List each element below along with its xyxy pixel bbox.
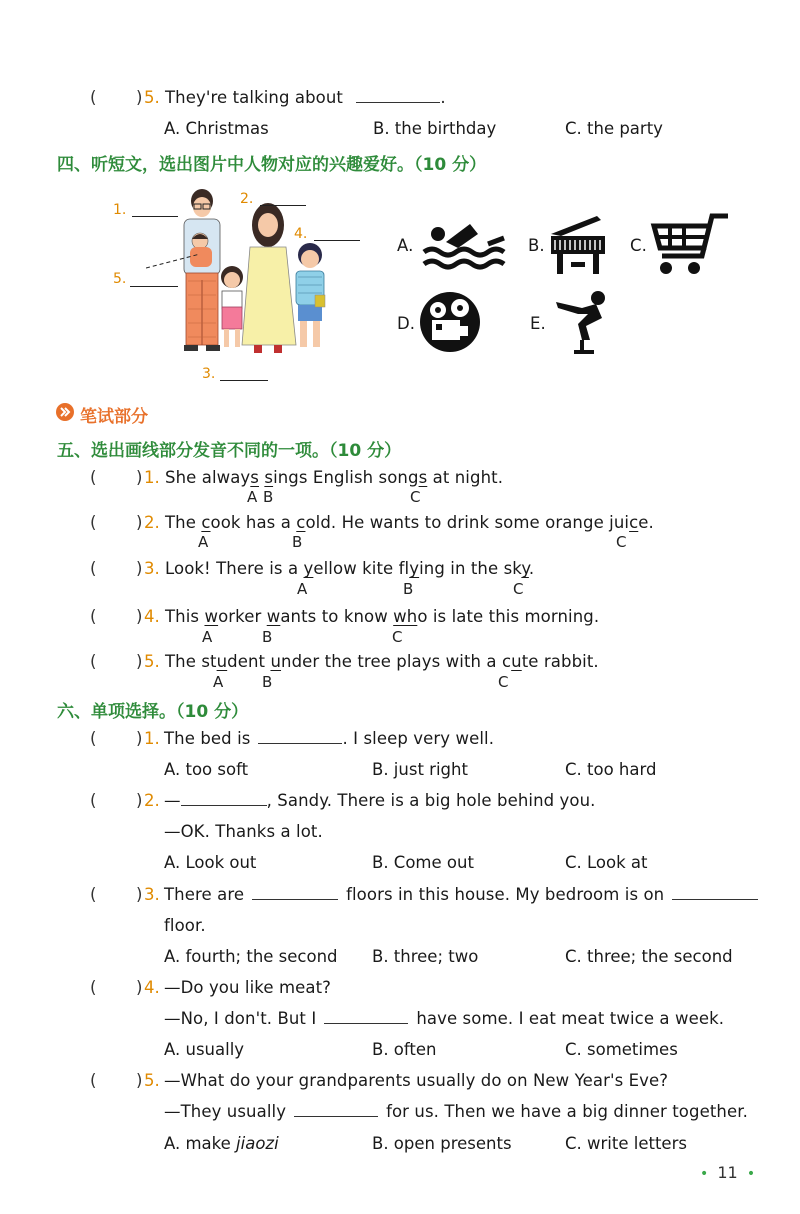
phonics-letter-c: C <box>498 673 509 691</box>
question-text-cont: floor. <box>164 916 206 935</box>
underlined-letters-b: w <box>266 607 281 626</box>
answer-blank-3[interactable] <box>220 380 268 381</box>
option-a: A. make jiaozi <box>164 1134 279 1153</box>
answer-blank[interactable] <box>294 1115 378 1117</box>
answer-paren-open: ( <box>90 729 97 748</box>
option-a: A. fourth; the second <box>164 947 338 966</box>
phonics-letter-b: B <box>403 580 414 598</box>
option-c: C. sometimes <box>565 1040 678 1059</box>
question-number: 1. <box>144 729 160 748</box>
section-5-title: 五、选出画线部分发音不同的一项。（10 分） <box>57 441 402 461</box>
answer-paren-open: ( <box>90 559 97 578</box>
film-projector-icon <box>418 290 484 354</box>
option-c: C. three; the second <box>565 947 733 966</box>
answer-paren-open: ( <box>90 652 97 671</box>
answer-paren-close: ) <box>136 791 143 810</box>
underlined-letters-c: c <box>629 513 639 532</box>
phonics-sentence: The cook has a cold. He wants to drink some orange juice. <box>165 513 654 532</box>
phonics-letter-a: A <box>213 673 224 691</box>
phonics-letter-a: A <box>198 533 209 551</box>
chevron-right-icon <box>56 403 74 421</box>
question-number: 4. <box>144 978 160 997</box>
underlined-letters-b: u <box>270 652 282 671</box>
icon-letter-c: C. <box>630 236 647 255</box>
written-part-label: 笔试部分 <box>80 407 148 427</box>
page-number: • 11 • <box>700 1163 756 1182</box>
phonics-letter-c: C <box>410 488 421 506</box>
answer-paren-open: ( <box>90 607 97 626</box>
answer-paren-open: ( <box>90 885 97 904</box>
underlined-letters-c: u <box>511 652 522 671</box>
swimming-icon <box>418 212 510 276</box>
underlined-letters-b: s <box>264 468 274 487</box>
question-number: 3. <box>144 885 160 904</box>
option-c: C. the party <box>565 119 663 138</box>
phonics-sentence: She always sings English songs at night. <box>165 468 504 487</box>
answer-blank[interactable] <box>672 898 758 900</box>
question-number: 5. <box>144 1071 160 1090</box>
option-a: A. Christmas <box>164 119 269 138</box>
question-text: —What do your grandparents usually do on New Year's Eve? <box>164 1071 669 1090</box>
person-label-2: 2. <box>240 191 254 207</box>
option-b: B. the birthday <box>373 119 497 138</box>
underlined-letters-a: w <box>204 607 219 626</box>
option-b: B. three; two <box>372 947 479 966</box>
phonics-letter-b: B <box>292 533 303 551</box>
phonics-letter-a: A <box>297 580 308 598</box>
phonics-sentence: The student under the tree plays with a cute rabbit. <box>165 652 599 671</box>
answer-paren-open: ( <box>90 1071 97 1090</box>
answer-blank[interactable] <box>324 1022 408 1024</box>
phonics-letter-c: C <box>616 533 627 551</box>
question-text: There are floors in this house. My bedroom is on <box>164 885 758 904</box>
question-number: 1. <box>144 468 160 487</box>
piano-icon <box>547 212 609 276</box>
question-end: . <box>440 88 446 107</box>
answer-blank-4[interactable] <box>314 240 360 241</box>
pointer-line-5 <box>146 252 206 272</box>
answer-blank[interactable] <box>252 898 338 900</box>
option-a: A. too soft <box>164 760 249 779</box>
underlined-letters-a: c <box>201 513 211 532</box>
question-number: 3. <box>144 559 160 578</box>
option-b: B. often <box>372 1040 437 1059</box>
family-illustration <box>110 185 370 385</box>
answer-paren-open: ( <box>90 513 97 532</box>
phonics-letter-a: A <box>202 628 213 646</box>
underlined-letters-c: wh <box>393 607 418 626</box>
underlined-letters-c: s <box>418 468 428 487</box>
answer-blank-5[interactable] <box>130 286 178 287</box>
answer-paren-close: ) <box>136 468 143 487</box>
underlined-letters-a: y <box>303 559 314 578</box>
answer-paren-close: ) <box>136 1071 143 1090</box>
underlined-letters-b: c <box>296 513 306 532</box>
question-stem: They're talking about <box>165 88 343 107</box>
answer-paren-open: ( <box>90 791 97 810</box>
person-label-4: 4. <box>294 226 308 242</box>
answer-paren-close: ) <box>136 729 143 748</box>
underlined-letters-b: y <box>409 559 420 578</box>
icon-letter-b: B. <box>528 236 545 255</box>
icon-letter-a: A. <box>397 236 414 255</box>
question-number: 5. <box>144 88 160 107</box>
person-label-5: 5. <box>113 271 127 287</box>
underlined-letters-a: u <box>216 652 228 671</box>
person-label-1: 1. <box>113 202 127 218</box>
phonics-letter-c: C <box>392 628 403 646</box>
answer-paren-close: ) <box>136 513 143 532</box>
section-4-title: 四、听短文，选出图片中人物对应的兴趣爱好。（10 分） <box>57 155 487 175</box>
answer-paren-close: ) <box>136 652 143 671</box>
answer-blank[interactable] <box>258 742 342 744</box>
question-text: —Do you like meat? <box>164 978 332 997</box>
shopping-cart-icon <box>650 212 730 276</box>
answer-paren-open: ( <box>90 468 97 487</box>
option-a: A. usually <box>164 1040 245 1059</box>
person-label-3: 3. <box>202 366 216 382</box>
answer-blank-1[interactable] <box>132 216 178 217</box>
ice-skating-icon <box>552 290 614 356</box>
underlined-letters-a: s <box>250 468 259 487</box>
option-c: C. write letters <box>565 1134 687 1153</box>
question-number: 4. <box>144 607 160 626</box>
option-a: A. Look out <box>164 853 257 872</box>
question-text: — , Sandy. There is a big hole behind you. <box>164 791 596 810</box>
phonics-sentence: Look! There is a yellow kite flying in the sky. <box>165 559 535 578</box>
question-text: The bed is . I sleep very well. <box>164 729 495 748</box>
dialogue-reply: —No, I don't. But I have some. I eat meat twice a week. <box>164 1009 725 1028</box>
icon-letter-d: D. <box>397 314 416 333</box>
answer-paren-open: ( <box>90 978 97 997</box>
option-b: B. open presents <box>372 1134 512 1153</box>
answer-paren-close: ) <box>136 559 143 578</box>
option-c: C. too hard <box>565 760 657 779</box>
dialogue-reply: —OK. Thanks a lot. <box>164 822 323 841</box>
option-b: B. just right <box>372 760 468 779</box>
answer-paren-close: ) <box>136 978 143 997</box>
phonics-letter-b: B <box>262 673 273 691</box>
answer-blank[interactable] <box>181 804 267 806</box>
phonics-letter-c: C <box>513 580 524 598</box>
section-6-title: 六、单项选择。（10 分） <box>57 702 249 722</box>
phonics-sentence: This worker wants to know who is late this morning. <box>165 607 600 626</box>
answer-blank-2[interactable] <box>260 205 306 206</box>
option-b: B. Come out <box>372 853 474 872</box>
question-number: 2. <box>144 791 160 810</box>
question-number: 5. <box>144 652 160 671</box>
answer-paren-open: ( <box>90 88 97 107</box>
answer-paren-close: ) <box>136 885 143 904</box>
dialogue-reply: —They usually for us. Then we have a big dinner together. <box>164 1102 748 1121</box>
phonics-letter-a: A <box>247 488 258 506</box>
answer-paren-close: ) <box>136 88 143 107</box>
icon-letter-e: E. <box>530 314 546 333</box>
answer-paren-close: ) <box>136 607 143 626</box>
phonics-letter-b: B <box>263 488 274 506</box>
question-number: 2. <box>144 513 160 532</box>
answer-blank[interactable] <box>356 101 440 103</box>
question-text <box>165 88 446 107</box>
phonics-letter-b: B <box>262 628 273 646</box>
underlined-letters-c: y <box>521 559 529 578</box>
option-c: C. Look at <box>565 853 648 872</box>
